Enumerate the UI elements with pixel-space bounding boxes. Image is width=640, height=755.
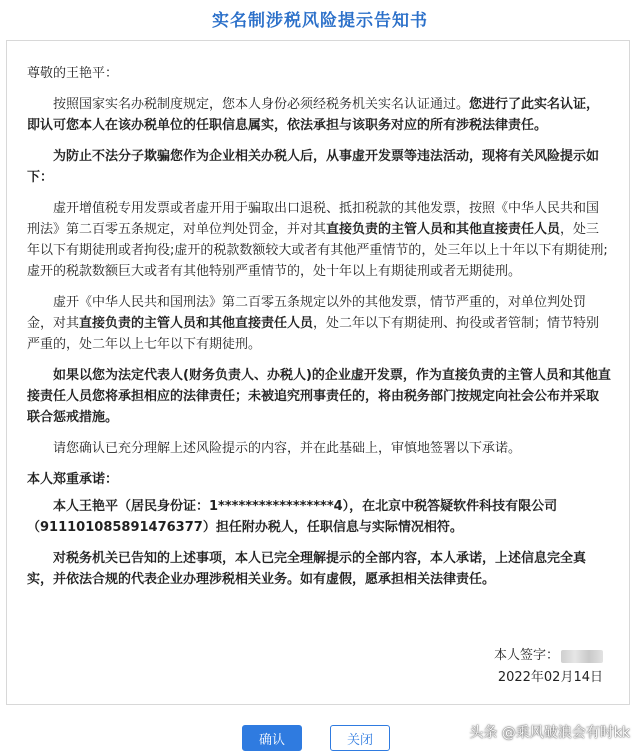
paragraph-4-bold: 直接负责的主管人员和其他直接责任人员 [79, 316, 314, 331]
page-title: 实名制涉税风险提示告知书 [212, 11, 428, 31]
signature-row [494, 645, 603, 667]
paragraph-5: 如果以您为法定代表人(财务负责人、办税人)的企业虚开发票，作为直接负责的主管人员和其他直接责任人员您将承担相应的法律责任；未被追究刑事责任的，将由税务部门按规定向社会公布并采取联合惩戒措施。 [27, 368, 611, 425]
watermark: 头条 @乘风破浪会有时kk [469, 725, 630, 741]
paragraph-4-text-c: ，处二年以下有期徒刑、拘役或者管制；情节特别严重的，处二年以上七年以下有期徒刑。 [27, 316, 600, 352]
confirm-button[interactable]: 确认 [242, 725, 302, 751]
signature-block [494, 645, 603, 689]
blurred-signature [561, 650, 603, 663]
notice-body [27, 63, 611, 600]
greeting: 尊敬的王艳平： [27, 66, 119, 81]
notice-document [6, 40, 630, 705]
paragraph-1-bold: 您进行了此实名认证，即认可您本人在该办税单位的任职信息属实，依法承担与该职务对应的所有涉税法律责任。 [27, 97, 600, 133]
signature-date: 2022年02月14日 [497, 670, 603, 685]
paragraph-4-text-a: 虚开《中华人民共和国刑法》第二百零五条规定以外的其他发票，情节严重的，对单位判处罚金，对其 [27, 295, 587, 331]
paragraph-1 [27, 94, 611, 136]
paragraph-4 [27, 292, 611, 355]
paragraph-3 [27, 198, 611, 282]
paragraph-7: 本人王艳平（居民身份证：1*****************4），在北京中税答疑软件科技有限公司（911101085891476377）担任附办税人，任职信息与实际情况相符。 [27, 499, 558, 535]
close-button[interactable]: 关闭 [330, 725, 390, 751]
promise-heading: 本人郑重承诺： [27, 472, 119, 487]
paragraph-3-bold: 直接负责的主管人员和其他直接责任人员 [326, 222, 561, 237]
signature-label: 本人签字： [493, 648, 559, 663]
paragraph-3-text-c: ，处三年以下有期徒刑或者拘役;虚开的税款数额较大或者有其他严重情节的，处三年以上十年以下有期徒刑;虚开的税款数额巨大或者有其他特别严重情节的，处十年以上有期徒刑或者无期徒刑。 [27, 222, 608, 279]
paragraph-8: 对税务机关已告知的上述事项，本人已完全理解提示的全部内容，本人承诺，上述信息完全真实，并依法合规的代表企业办理涉税相关业务。如有虚假，愿承担相关法律责任。 [27, 551, 587, 587]
paragraph-2: 为防止不法分子欺骗您作为企业相关办税人后，从事虚开发票等违法活动，现将有关风险提示如下： [27, 149, 600, 185]
paragraph-6: 请您确认已充分理解上述风险提示的内容，并在此基础上，审慎地签署以下承诺。 [53, 441, 522, 456]
paragraph-1-text: 按照国家实名办税制度规定，您本人身份必须经税务机关实名认证通过。 [53, 97, 470, 112]
paragraph-3-text-a: 虚开增值税专用发票或者虚开用于骗取出口退税、抵扣税款的其他发票，按照《中华人民共和国刑法》第二百零五条规定，对单位判处罚金，并对其 [27, 201, 600, 237]
